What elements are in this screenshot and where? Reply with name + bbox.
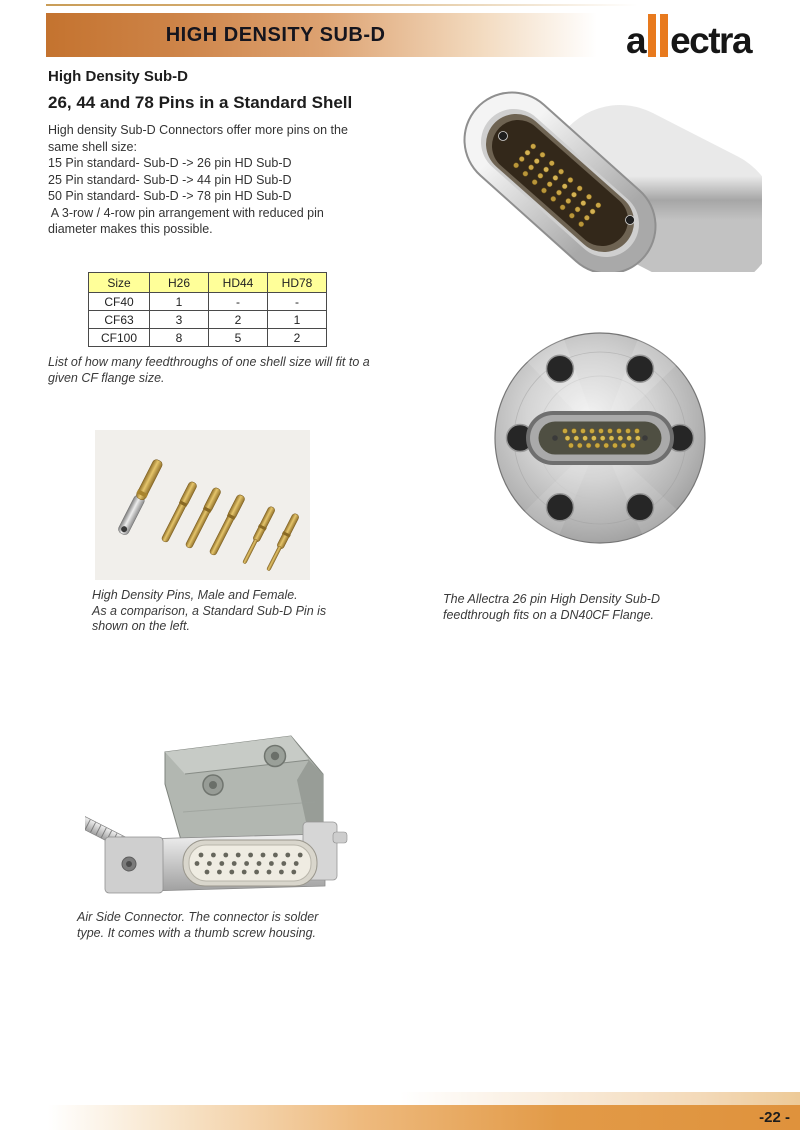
logo-bar-icon: [660, 14, 668, 57]
page-number: -22 -: [759, 1109, 790, 1126]
header-rule: [46, 4, 638, 6]
footer-soft-band: [0, 1092, 800, 1105]
caption-line: As a comparison, a Standard Sub-D Pin is: [92, 603, 327, 618]
intro-line: 25 Pin standard- Sub-D -> 44 pin HD Sub-D: [48, 172, 292, 187]
pins-photo: [95, 430, 310, 580]
cell: 1: [150, 293, 209, 311]
logo-bar-icon: [648, 14, 656, 57]
logo-text-suffix: ectra: [670, 20, 752, 61]
flange-photo: [475, 315, 725, 565]
intro-line: 15 Pin standard- Sub-D -> 26 pin HD Sub-D: [48, 156, 292, 170]
cell: 2: [268, 329, 327, 347]
intro-line: 50 Pin standard- Sub-D -> 78 pin HD Sub-D: [48, 189, 292, 203]
cell: 5: [209, 329, 268, 347]
table-row: [89, 329, 327, 347]
logo-text-prefix: a: [626, 20, 646, 61]
table-row: [89, 293, 327, 311]
cell: 8: [150, 329, 209, 347]
cell: 2: [209, 311, 268, 329]
flange-caption: [443, 592, 660, 623]
cell: 1: [268, 311, 327, 329]
caption-line: High Density Pins, Male and Female.: [92, 588, 298, 602]
air-connector-photo: [85, 722, 350, 907]
caption-line: The Allectra 26 pin High Density Sub-D: [443, 592, 660, 606]
table-row: [89, 311, 327, 329]
pins-caption: [92, 588, 326, 635]
footer-bar: [0, 1105, 800, 1130]
cell: CF100: [89, 329, 150, 347]
table-header-row: [89, 273, 327, 293]
col-header-hd44: HD44: [209, 273, 268, 293]
intro-line: same shell size:: [48, 139, 137, 154]
col-header-hd78: HD78: [268, 273, 327, 293]
air-connector-caption: [77, 910, 318, 941]
cell: -: [268, 293, 327, 311]
col-header-h26: H26: [150, 273, 209, 293]
caption-line: type. It comes with a thumb screw housing.: [77, 925, 316, 940]
header-banner: [46, 13, 620, 57]
intro-paragraph: [48, 122, 348, 238]
allectra-logo: [626, 10, 766, 60]
cell: CF40: [89, 293, 150, 311]
intro-line: A 3-row / 4-row pin arrangement with reduced pin: [48, 205, 324, 220]
caption-line: List of how many feedthroughs of one shell size will fit to a: [48, 355, 370, 369]
caption-line: shown on the left.: [92, 619, 190, 633]
intro-line: diameter makes this possible.: [48, 222, 213, 236]
flange-compatibility-table: [88, 272, 327, 347]
col-header-size: Size: [89, 273, 150, 293]
cell: -: [209, 293, 268, 311]
section-subheading: 26, 44 and 78 Pins in a Standard Shell: [48, 93, 353, 112]
intro-line: High density Sub-D Connectors offer more pins on the: [48, 123, 348, 137]
table-note: [48, 355, 370, 386]
caption-line: given CF flange size.: [48, 370, 165, 385]
cell: CF63: [89, 311, 150, 329]
feedthrough-render-image: [460, 78, 762, 272]
cell: 3: [150, 311, 209, 329]
caption-line: Air Side Connector. The connector is solder: [77, 910, 319, 924]
page-title: HIGH DENSITY SUB-D: [165, 24, 386, 46]
caption-line: feedthrough fits on a DN40CF Flange.: [443, 607, 655, 622]
section-heading: High Density Sub-D: [48, 68, 189, 85]
